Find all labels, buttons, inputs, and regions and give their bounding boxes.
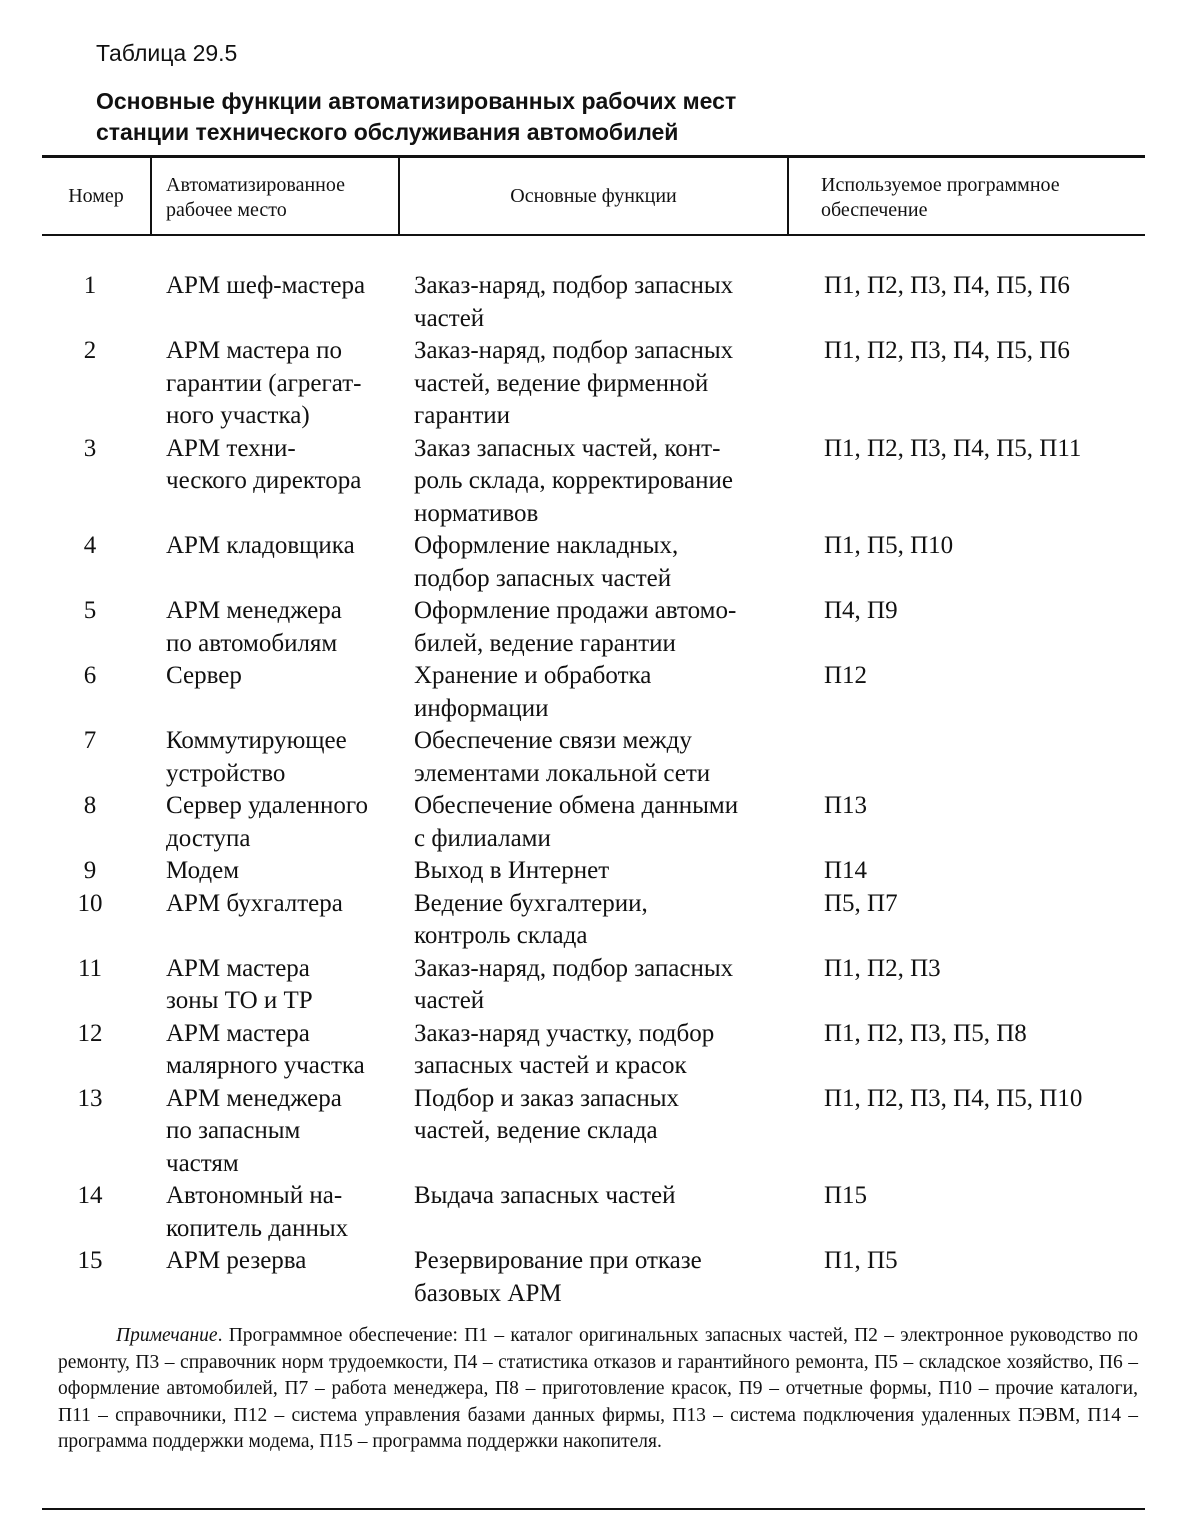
header-software-line-2: обеспечение bbox=[821, 199, 928, 221]
row-functions-line: Выход в Интернет bbox=[414, 857, 610, 884]
row-software: П15 bbox=[824, 1182, 868, 1209]
row-software: П5, П7 bbox=[824, 889, 898, 917]
row-workplace-line: АРМ менеджера bbox=[166, 597, 342, 624]
row-workplace-line: устройство bbox=[166, 759, 286, 787]
row-functions-line: Подбор и заказ запасных bbox=[414, 1084, 680, 1112]
row-functions-line: Выдача запасных частей bbox=[414, 1182, 676, 1209]
table-row bbox=[42, 790, 1145, 855]
row-functions-line: билей, ведение гарантии bbox=[414, 629, 676, 657]
row-functions-line: элементами локальной сети bbox=[414, 759, 711, 787]
table-row bbox=[42, 530, 1145, 595]
row-functions bbox=[414, 660, 789, 725]
row-functions bbox=[414, 888, 789, 953]
row-number: 3 bbox=[83, 434, 97, 462]
row-workplace bbox=[166, 1018, 411, 1083]
row-functions-line: Заказ-наряд, подбор запасных bbox=[414, 337, 734, 364]
table-row bbox=[42, 1083, 1145, 1181]
row-workplace bbox=[166, 1245, 411, 1278]
row-software: П1, П5 bbox=[824, 1247, 898, 1274]
note-lead: Примечание bbox=[116, 1325, 218, 1346]
row-workplace bbox=[166, 953, 411, 1018]
table-label: Таблица 29.5 bbox=[96, 40, 238, 66]
row-workplace-line: АРМ кладовщика bbox=[166, 532, 355, 559]
row-functions-line: нормативов bbox=[414, 499, 539, 527]
row-functions-line: Заказ-наряд участку, подбор bbox=[414, 1019, 715, 1047]
row-functions bbox=[414, 595, 789, 660]
note-text: . Программное обеспечение: П1 – каталог оригинальных запасных частей, П2 – электронное руководство по ремонту, П3 – справочник норм трудоемкости, П4 – статистика отказов и гарантийного ремонта, П5 – складское хозяйство, П6 – оформление автомобилей, П7 – работа менеджера, П8 – приготовление красок, П9 – отчетные формы, П10 – прочие каталоги, П11 – справочники, П12 – система управления базами данных фирмы, П13 – система подключения удаленных ПЭВМ, П14 – программа поддержки модема, П15 – программа поддержки накопителя. bbox=[58, 1325, 1138, 1452]
row-functions-line: базовых АРМ bbox=[414, 1279, 562, 1307]
row-functions bbox=[414, 1180, 789, 1213]
row-number: 1 bbox=[83, 272, 97, 299]
row-software: П1, П2, П3, П5, П8 bbox=[824, 1019, 1027, 1047]
row-workplace bbox=[166, 433, 411, 498]
row-functions bbox=[414, 725, 789, 790]
row-workplace bbox=[166, 1083, 411, 1181]
row-workplace-line: зоны ТО и ТР bbox=[166, 987, 313, 1014]
row-workplace-line: доступа bbox=[166, 824, 251, 852]
table-header-rule bbox=[42, 234, 1145, 236]
row-functions-line: Резервирование при отказе bbox=[414, 1247, 702, 1274]
row-functions bbox=[414, 855, 789, 888]
table-row bbox=[42, 433, 1145, 531]
table-row bbox=[42, 660, 1145, 725]
row-software: П1, П2, П3, П4, П5, П11 bbox=[824, 434, 1082, 462]
row-functions-line: частей bbox=[414, 987, 485, 1014]
row-workplace-line: частям bbox=[166, 1149, 239, 1177]
table-title-line-2: станции технического обслуживания автомобилей bbox=[96, 119, 679, 145]
table-body bbox=[42, 270, 1145, 1310]
row-functions-line: Заказ-наряд, подбор запасных bbox=[414, 954, 734, 982]
row-workplace-line: АРМ резерва bbox=[166, 1247, 307, 1274]
row-number: 5 bbox=[83, 597, 97, 624]
row-workplace bbox=[166, 888, 411, 921]
row-functions-line: с филиалами bbox=[414, 824, 551, 852]
row-functions-line: Заказ-наряд, подбор запасных bbox=[414, 272, 734, 299]
row-workplace bbox=[166, 660, 411, 693]
row-workplace-line: ного участка) bbox=[166, 402, 310, 429]
row-workplace-line: по автомобилям bbox=[166, 629, 338, 657]
row-functions bbox=[414, 335, 789, 433]
header-software-line-1: Используемое программное bbox=[821, 174, 1060, 196]
row-workplace-line: Коммутирующее bbox=[166, 727, 347, 754]
row-number: 10 bbox=[77, 889, 103, 917]
row-software: П1, П2, П3, П4, П5, П6 bbox=[824, 337, 1070, 364]
row-workplace-line: ческого директора bbox=[166, 467, 362, 494]
table-title bbox=[96, 86, 1096, 148]
table-row bbox=[42, 335, 1145, 433]
row-workplace bbox=[166, 790, 411, 855]
row-functions bbox=[414, 530, 789, 595]
table-row bbox=[42, 888, 1145, 953]
row-workplace bbox=[166, 855, 411, 888]
row-number: 6 bbox=[83, 662, 97, 689]
row-software: П12 bbox=[824, 662, 868, 689]
row-software: П1, П2, П3, П4, П5, П6 bbox=[824, 272, 1070, 299]
row-functions-line: Оформление накладных, bbox=[414, 532, 679, 559]
table-row bbox=[42, 595, 1145, 660]
row-number: 13 bbox=[77, 1084, 103, 1112]
row-workplace bbox=[166, 530, 411, 563]
row-workplace-line: АРМ менеджера bbox=[166, 1084, 342, 1112]
row-functions bbox=[414, 1018, 789, 1083]
row-functions-line: Обеспечение обмена данными bbox=[414, 792, 739, 819]
table-row bbox=[42, 270, 1145, 335]
row-workplace-line: Автономный на- bbox=[166, 1182, 343, 1209]
row-software: П14 bbox=[824, 857, 868, 884]
header-software bbox=[821, 173, 1060, 223]
row-software: П13 bbox=[824, 792, 868, 819]
row-workplace bbox=[166, 595, 411, 660]
row-number: 8 bbox=[83, 792, 97, 819]
row-workplace bbox=[166, 1180, 411, 1245]
row-software: П1, П2, П3, П4, П5, П10 bbox=[824, 1084, 1083, 1112]
row-workplace-line: по запасным bbox=[166, 1117, 301, 1144]
row-workplace-line: АРМ мастера bbox=[166, 1019, 310, 1047]
row-workplace-line: малярного участка bbox=[166, 1052, 365, 1079]
row-software: П4, П9 bbox=[824, 597, 898, 624]
table-row bbox=[42, 953, 1145, 1018]
row-workplace-line: Модем bbox=[166, 857, 240, 884]
header-workplace-line-1: Автоматизированное bbox=[166, 174, 345, 196]
row-functions-line: информации bbox=[414, 694, 549, 722]
row-number: 2 bbox=[83, 337, 97, 364]
row-functions-line: контроль склада bbox=[414, 922, 588, 949]
header-workplace bbox=[166, 173, 345, 223]
row-functions bbox=[414, 1083, 789, 1148]
row-functions bbox=[414, 270, 789, 335]
row-functions-line: Оформление продажи автомо- bbox=[414, 597, 737, 624]
row-number: 11 bbox=[77, 954, 103, 982]
header-functions: Основные функции bbox=[510, 185, 677, 207]
row-number: 4 bbox=[83, 532, 97, 559]
row-functions bbox=[414, 1245, 789, 1310]
row-workplace-line: АРМ мастера bbox=[166, 954, 310, 982]
row-workplace-line: АРМ шеф-мастера bbox=[166, 272, 366, 299]
row-workplace-line: АРМ техни- bbox=[166, 434, 296, 462]
row-number: 9 bbox=[83, 857, 97, 884]
column-divider bbox=[787, 157, 789, 235]
table-bottom-rule bbox=[42, 1508, 1145, 1510]
row-workplace-line: АРМ мастера по bbox=[166, 337, 343, 364]
row-functions-line: частей, ведение склада bbox=[414, 1117, 658, 1144]
row-functions-line: Заказ запасных частей, конт- bbox=[414, 434, 721, 462]
row-software: П1, П5, П10 bbox=[824, 532, 954, 559]
row-number: 15 bbox=[77, 1247, 103, 1274]
row-workplace bbox=[166, 335, 411, 433]
row-workplace-line: Сервер bbox=[166, 662, 242, 689]
row-functions-line: частей, ведение фирменной bbox=[414, 369, 709, 397]
column-divider bbox=[150, 157, 152, 235]
row-workplace-line: АРМ бухгалтера bbox=[166, 889, 343, 917]
table-row bbox=[42, 1018, 1145, 1083]
row-software: П1, П2, П3 bbox=[824, 954, 941, 982]
row-functions-line: роль склада, корректирование bbox=[414, 467, 733, 494]
row-functions-line: частей bbox=[414, 304, 485, 332]
row-functions-line: Хранение и обработка bbox=[414, 662, 652, 689]
table-top-rule bbox=[42, 155, 1145, 158]
table-row bbox=[42, 1180, 1145, 1245]
row-workplace-line: Сервер удаленного bbox=[166, 792, 369, 819]
row-functions bbox=[414, 953, 789, 1018]
header-number: Номер bbox=[68, 185, 124, 207]
row-workplace-line: гарантии (агрегат- bbox=[166, 369, 362, 397]
table-title-line-1: Основные функции автоматизированных рабочих мест bbox=[96, 88, 737, 114]
row-functions-line: Обеспечение связи между bbox=[414, 727, 692, 754]
row-workplace bbox=[166, 270, 411, 303]
table-row bbox=[42, 855, 1145, 888]
header-workplace-line-2: рабочее место bbox=[166, 199, 287, 221]
row-functions-line: запасных частей и красок bbox=[414, 1052, 687, 1079]
row-functions-line: гарантии bbox=[414, 402, 511, 429]
row-functions bbox=[414, 790, 789, 855]
row-number: 14 bbox=[77, 1182, 103, 1209]
table-row bbox=[42, 725, 1145, 790]
row-functions-line: Ведение бухгалтерии, bbox=[414, 889, 648, 917]
row-workplace bbox=[166, 725, 411, 790]
row-functions bbox=[414, 433, 789, 531]
row-number: 12 bbox=[77, 1019, 103, 1047]
table-row bbox=[42, 1245, 1145, 1310]
table-note bbox=[58, 1323, 1138, 1456]
row-number: 7 bbox=[83, 727, 97, 754]
row-functions-line: подбор запасных частей bbox=[414, 564, 672, 592]
row-workplace-line: копитель данных bbox=[166, 1214, 349, 1242]
